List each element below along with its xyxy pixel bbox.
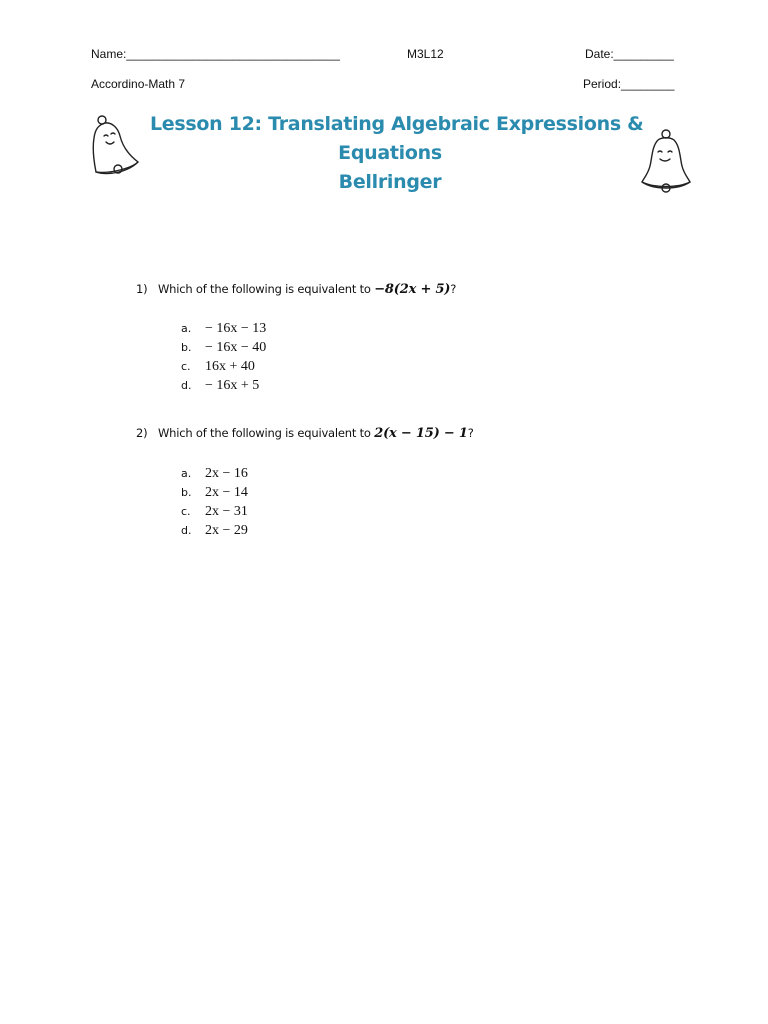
option-letter: c. — [181, 360, 191, 373]
answer-option — [181, 356, 266, 375]
question-suffix: ? — [467, 426, 474, 440]
answer-option — [181, 375, 266, 394]
option-letter: b. — [181, 341, 192, 354]
option-letter: c. — [181, 505, 191, 518]
option-letter: b. — [181, 486, 192, 499]
question-expression: 2(x − 15) − 1 — [374, 426, 468, 441]
option-text: 2x − 31 — [205, 504, 248, 519]
lesson-code: M3L12 — [407, 47, 444, 61]
lesson-title-continued: Equations — [338, 142, 442, 164]
lesson-subtitle: Bellringer — [338, 171, 442, 193]
answer-option — [181, 463, 248, 482]
option-text: 2x − 16 — [205, 466, 248, 481]
answer-option — [181, 501, 248, 520]
option-text: − 16x − 40 — [205, 340, 267, 355]
question-number: 1) — [136, 282, 148, 296]
question-prompt: Which of the following is equivalent to — [158, 282, 375, 296]
option-letter: d. — [181, 379, 192, 392]
question-2-options — [181, 463, 248, 539]
lesson-title: Lesson 12: Translating Algebraic Expressions & — [150, 113, 644, 135]
question-suffix: ? — [450, 282, 457, 296]
option-text: 2x − 29 — [205, 523, 248, 538]
question-1-options — [181, 318, 266, 394]
answer-option — [181, 337, 266, 356]
question-prompt: Which of the following is equivalent to — [158, 426, 375, 440]
bell-icon — [88, 110, 144, 180]
period-field-label: Period:________ — [583, 77, 675, 91]
question-number: 2) — [136, 426, 148, 440]
class-label: Accordino-Math 7 — [91, 77, 186, 91]
option-letter: a. — [181, 467, 192, 480]
answer-option — [181, 482, 248, 501]
option-text: 2x − 14 — [205, 485, 248, 500]
answer-option — [181, 318, 266, 337]
question-expression: −8(2x + 5) — [374, 282, 451, 297]
option-letter: d. — [181, 524, 192, 537]
option-text: 16x + 40 — [205, 359, 255, 374]
option-text: − 16x + 5 — [205, 378, 260, 393]
name-field-label: Name:________________________________ — [91, 47, 340, 61]
option-text: − 16x − 13 — [205, 321, 267, 336]
option-letter: a. — [181, 322, 192, 335]
date-field-label: Date:_________ — [585, 47, 674, 61]
answer-option — [181, 520, 248, 539]
bell-icon — [638, 128, 694, 198]
question-1 — [136, 282, 456, 297]
question-2 — [136, 426, 474, 441]
